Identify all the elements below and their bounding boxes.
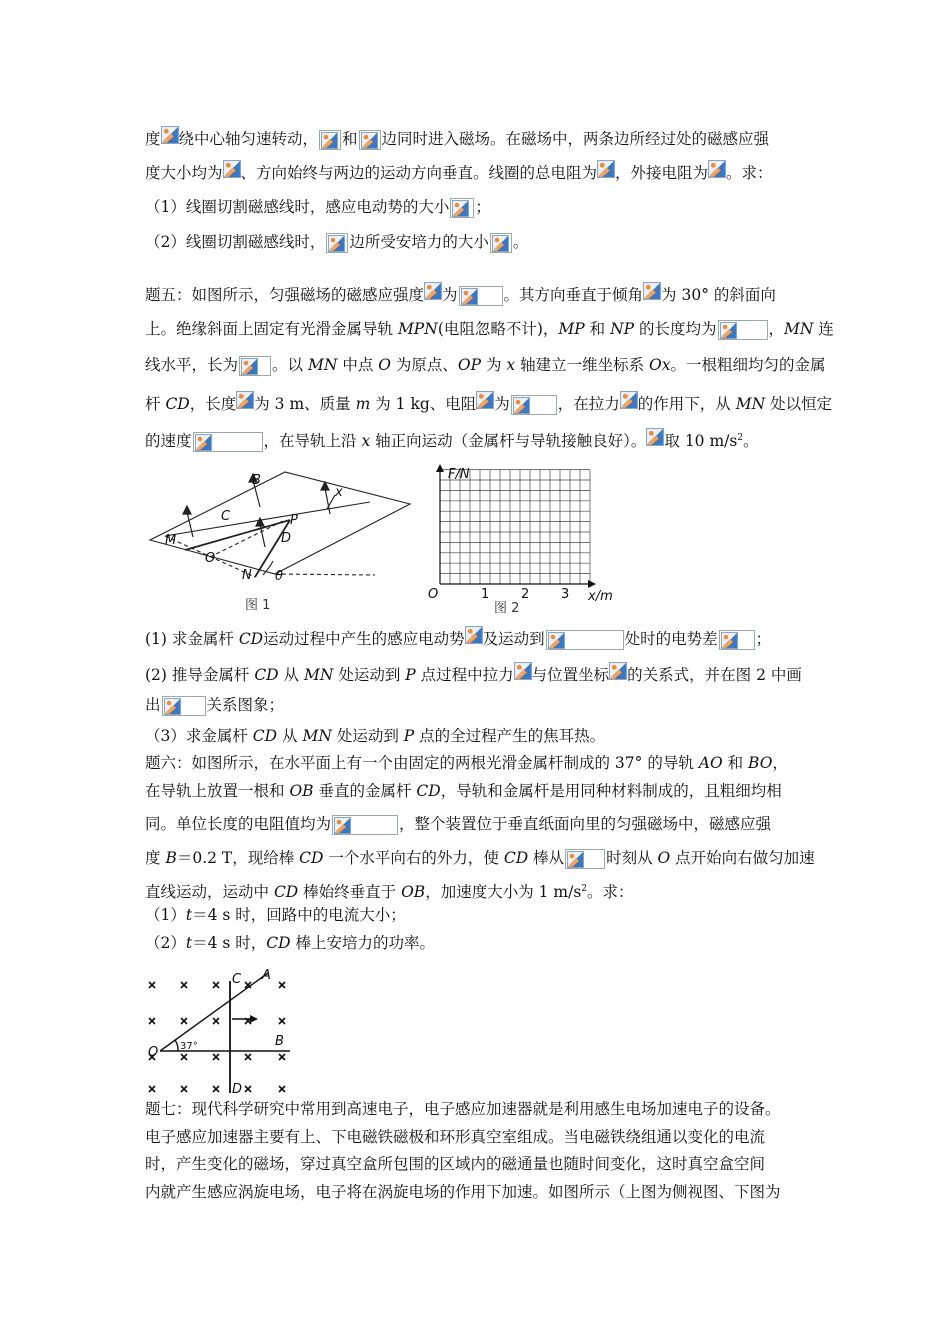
problem-6-text: 度 B＝0.2 T，现给棒 CD 一个水平向右的外力，使 CD 棒从 时刻从 O 点开始向右做匀加速 bbox=[145, 849, 815, 867]
formula-image-icon bbox=[326, 233, 348, 253]
formula-image-icon bbox=[193, 432, 263, 452]
formula-image-icon bbox=[476, 391, 494, 409]
label-C: C bbox=[221, 509, 231, 524]
y-axis-label: F/N bbox=[448, 467, 470, 482]
problem-6-text: 同。单位长度的电阻值均为 ，整个装置位于垂直纸面向里的匀强磁场中，磁感应强 bbox=[145, 815, 772, 833]
formula-image-icon bbox=[708, 160, 726, 178]
question-item: （1）t＝4 s 时，回路中的电流大小； bbox=[145, 906, 406, 924]
formula-image-icon bbox=[511, 395, 557, 415]
problem-5-text: 线水平，长为 。以 MN 中点 O 为原点、OP 为 x 轴建立一维坐标系 Ox。一根粗细均匀的金属 bbox=[145, 356, 826, 374]
x-tick-2: 2 bbox=[521, 587, 530, 602]
formula-image-icon bbox=[643, 282, 661, 300]
label-N: N bbox=[242, 568, 252, 583]
label-P: P bbox=[290, 513, 298, 528]
x-tick-1: 1 bbox=[481, 587, 490, 602]
origin-label: O bbox=[428, 587, 439, 602]
formula-image-icon bbox=[565, 849, 605, 869]
problem-5-text: 的速度 ，在导轨上沿 x 轴正向运动（金属杆与导轨接触良好）。 取 10 $m/s^2$。 bbox=[145, 427, 759, 452]
question-item: (1) 求金属杆 CD运动过程中产生的感应电动势 及运动到 处时的电势差 ； bbox=[145, 626, 771, 650]
problem-6-text: 在导轨上放置一根和 OB 垂直的金属杆 CD，导轨和金属杆是用同种材料制成的，且粗细均相 bbox=[145, 782, 782, 800]
formula-image-icon bbox=[646, 428, 664, 446]
formula-image-icon bbox=[332, 815, 398, 835]
figure-2-force-position-graph bbox=[420, 462, 620, 622]
formula-image-icon bbox=[459, 286, 503, 306]
label-A: A bbox=[262, 968, 271, 983]
formula-image-icon bbox=[620, 391, 638, 409]
problem-7-text: 电子感应加速器主要有上、下电磁铁磁极和环形真空室组成。当电磁铁绕组通以变化的电流 bbox=[145, 1128, 766, 1146]
label-D: D bbox=[232, 1082, 243, 1097]
formula-image-icon bbox=[239, 356, 271, 376]
problem-5-text: 杆 CD，长度 为 3 m、质量 m 为 1 kg、电阻 为 ，在拉力 的作用下，从 MN 处以恒定 bbox=[145, 391, 832, 415]
question-item: （1）线圈切割磁感线时，感应电动势的大小 ； bbox=[145, 198, 491, 216]
formula-image-icon bbox=[546, 630, 624, 650]
label-theta: θ bbox=[275, 569, 283, 584]
problem-6-text: 直线运动，运动中 CD 棒始终垂直于 OB，加速度大小为 1 $m/s^2$。求： bbox=[145, 883, 634, 902]
label-D: D bbox=[281, 531, 292, 546]
formula-image-icon bbox=[424, 282, 442, 300]
label-O: O bbox=[148, 1045, 159, 1060]
formula-image-icon bbox=[597, 160, 615, 178]
formula-image-icon bbox=[718, 320, 768, 340]
formula-image-icon bbox=[514, 662, 532, 680]
label-O: O bbox=[205, 551, 216, 566]
question-item: （3）求金属杆 CD 从 MN 处运动到 P 点的全过程产生的焦耳热。 bbox=[145, 727, 606, 745]
formula-image-icon bbox=[359, 130, 381, 150]
problem-7-text: 内就产生感应涡旋电场，电子将在涡旋电场的作用下加速。如图所示（上图为侧视图、下图为 bbox=[145, 1183, 781, 1201]
label-B: B bbox=[275, 1034, 284, 1049]
question-item: 出 关系图象； bbox=[145, 696, 285, 714]
label-B: B bbox=[252, 473, 261, 488]
problem-7-text: 时，产生变化的磁场，穿过真空盒所包围的区域内的磁通量也随时间变化，这时真空盒空间 bbox=[145, 1155, 766, 1173]
figure-2-caption: 图 2 bbox=[494, 601, 520, 616]
problem-6-text: 题六：如图所示，在水平面上有一个由固定的两根光滑金属杆制成的 37° 的导轨 AO 和 BO， bbox=[145, 754, 788, 772]
formula-image-icon bbox=[719, 630, 755, 650]
formula-image-icon bbox=[450, 198, 474, 218]
text-line: 度 绕中心轴匀速转动， 和 边同时进入磁场。在磁场中，两条边所经过处的磁感应强 bbox=[145, 126, 769, 150]
formula-image-icon bbox=[609, 662, 627, 680]
label-M: M bbox=[165, 533, 177, 548]
figure-1-incline-diagram bbox=[145, 462, 415, 622]
formula-image-icon bbox=[223, 160, 241, 178]
question-item: (2) 推导金属杆 CD 从 MN 处运动到 P 点过程中拉力 与位置坐标 的关系式，并在图 2 中画 bbox=[145, 662, 802, 686]
x-axis-label: x/m bbox=[588, 589, 613, 604]
text-line: 度大小均为 、方向始终与两边的运动方向垂直。线圈的总电阻为 ，外接电阻为 。求： bbox=[145, 160, 773, 184]
x-tick-3: 3 bbox=[561, 587, 570, 602]
angle-label: 37° bbox=[180, 1041, 198, 1052]
figure-1-caption: 图 1 bbox=[245, 598, 271, 613]
problem-7-text: 题七：现代科学研究中常用到高速电子，电子感应加速器就是利用感生电场加速电子的设备。 bbox=[145, 1100, 781, 1118]
label-C: C bbox=[232, 972, 242, 987]
formula-image-icon bbox=[490, 233, 512, 253]
label-x: x bbox=[335, 485, 343, 500]
formula-image-icon bbox=[465, 626, 483, 644]
formula-image-icon bbox=[236, 391, 254, 409]
formula-image-icon bbox=[162, 696, 206, 716]
problem-5-text: 上。绝缘斜面上固定有光滑金属导轨 MPN(电阻忽略不计)，MP 和 NP 的长度均为 ，MN 连 bbox=[145, 320, 834, 338]
formula-image-icon bbox=[319, 130, 341, 150]
formula-image-icon bbox=[161, 126, 179, 144]
problem-5-text: 题五：如图所示，匀强磁场的磁感应强度 为 。其方向垂直于倾角 为 30° 的斜面向 bbox=[145, 282, 776, 306]
question-item: （2）线圈切割磁感线时， 边所受安培力的大小 。 bbox=[145, 233, 529, 251]
question-item: （2）t＝4 s 时，CD 棒上安培力的功率。 bbox=[145, 934, 436, 952]
figure-3-rail-diagram bbox=[140, 965, 300, 1097]
